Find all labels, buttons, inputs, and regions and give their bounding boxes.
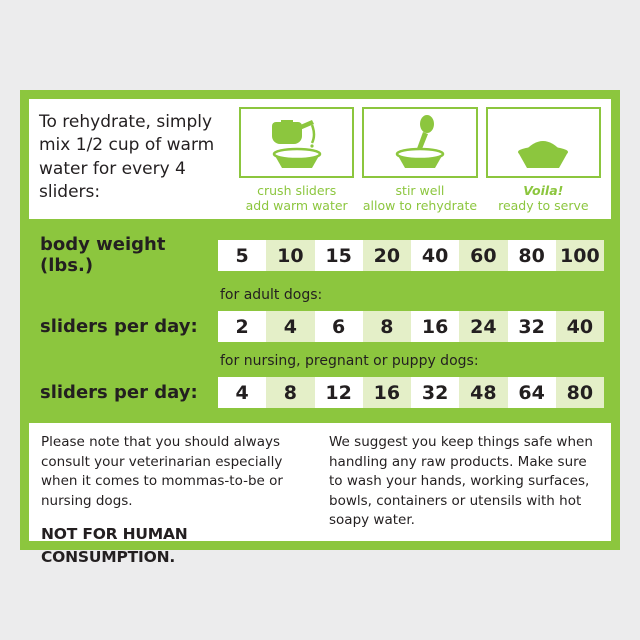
weight-row-label: body weight (lbs.) bbox=[40, 234, 166, 276]
weight-row bbox=[40, 234, 604, 276]
step-2-caption bbox=[363, 183, 477, 213]
step-3 bbox=[486, 107, 601, 213]
table-cell: 100 bbox=[556, 240, 604, 271]
table-cell: 64 bbox=[508, 377, 556, 408]
nursing-cells bbox=[218, 377, 604, 408]
step-1 bbox=[239, 107, 354, 213]
table-cell: 16 bbox=[411, 311, 459, 342]
dosage-table bbox=[26, 222, 614, 420]
handling-note: We suggest you keep things safe when handling any raw products. Make sure to wash your hands, working surfaces, bowls, containers or utensils with hot soapy water. bbox=[329, 434, 593, 529]
table-cell: 5 bbox=[218, 240, 266, 271]
table-cell: 48 bbox=[459, 377, 507, 408]
note-left-column bbox=[41, 433, 311, 566]
table-cell: 8 bbox=[266, 377, 314, 408]
weight-cells bbox=[218, 240, 604, 271]
table-cell: 6 bbox=[315, 311, 363, 342]
notes-panel bbox=[26, 420, 614, 566]
step-2-caption-line1: stir well bbox=[395, 183, 445, 198]
table-cell: 4 bbox=[218, 377, 266, 408]
adult-note: for adult dogs: bbox=[220, 287, 323, 303]
step-3-caption-line2: ready to serve bbox=[498, 198, 589, 213]
table-cell: 32 bbox=[411, 377, 459, 408]
steps-group bbox=[239, 107, 601, 213]
step-1-caption-line2: add warm water bbox=[245, 198, 348, 213]
table-cell: 4 bbox=[266, 311, 314, 342]
table-cell: 80 bbox=[556, 377, 604, 408]
product-label-card bbox=[20, 90, 620, 566]
adult-row bbox=[40, 311, 604, 342]
step-1-caption-line1: crush sliders bbox=[257, 183, 337, 198]
spoon-bowl-icon bbox=[377, 112, 463, 174]
step-2-caption-line2: allow to rehydrate bbox=[362, 198, 478, 213]
step-3-caption-line1: Voila! bbox=[523, 183, 564, 198]
watering-can-bowl-icon bbox=[254, 112, 340, 174]
table-cell: 32 bbox=[508, 311, 556, 342]
step-1-caption bbox=[246, 183, 348, 213]
table-cell: 8 bbox=[363, 311, 411, 342]
nursing-note: for nursing, pregnant or puppy dogs: bbox=[220, 353, 479, 369]
adult-note-row bbox=[40, 285, 604, 305]
note-right-column bbox=[329, 433, 599, 531]
table-cell: 60 bbox=[459, 240, 507, 271]
table-cell: 12 bbox=[315, 377, 363, 408]
nursing-row bbox=[40, 377, 604, 408]
full-bowl-icon bbox=[500, 112, 586, 174]
table-cell: 80 bbox=[508, 240, 556, 271]
table-cell: 40 bbox=[556, 311, 604, 342]
rehydrate-instructions: To rehydrate, simply mix 1/2 cup of warm water for every 4 sliders: bbox=[39, 112, 215, 203]
step-3-caption bbox=[498, 183, 588, 213]
table-cell: 2 bbox=[218, 311, 266, 342]
table-cell: 20 bbox=[363, 240, 411, 271]
table-cell: 24 bbox=[459, 311, 507, 342]
table-cell: 10 bbox=[266, 240, 314, 271]
adult-cells bbox=[218, 311, 604, 342]
table-cell: 40 bbox=[411, 240, 459, 271]
adult-row-label: sliders per day: bbox=[40, 316, 198, 337]
table-cell: 15 bbox=[315, 240, 363, 271]
step-2-icon-box bbox=[362, 107, 477, 178]
human-consumption-warning: NOT FOR HUMAN CONSUMPTION. bbox=[41, 525, 188, 566]
step-2 bbox=[362, 107, 477, 213]
vet-note: Please note that you should always consult your veterinarian especially when it comes to mommas-to-be or nursing dogs. bbox=[41, 434, 283, 509]
nursing-row-label: sliders per day: bbox=[40, 382, 198, 403]
table-cell: 16 bbox=[363, 377, 411, 408]
nursing-note-row bbox=[40, 351, 604, 371]
step-3-icon-box bbox=[486, 107, 601, 178]
step-1-icon-box bbox=[239, 107, 354, 178]
rehydrate-panel bbox=[26, 96, 614, 222]
